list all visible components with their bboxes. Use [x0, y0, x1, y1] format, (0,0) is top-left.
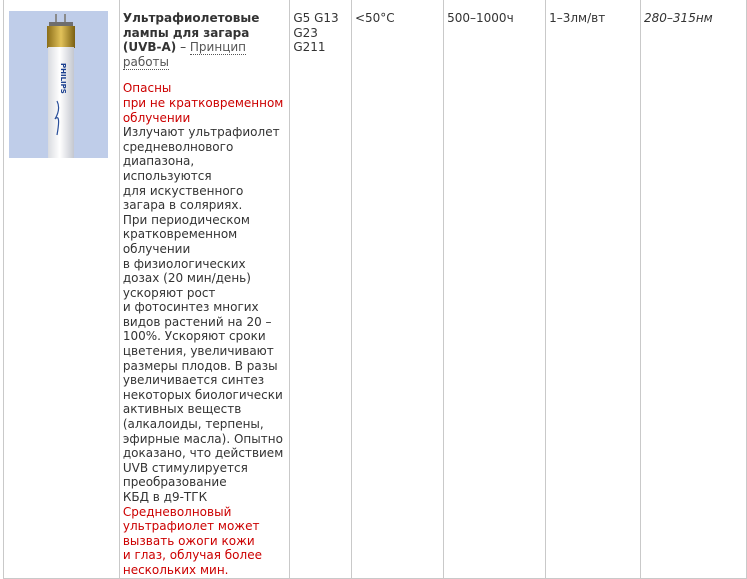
base-type: G211 — [293, 40, 326, 55]
uv-range-value: 280–315нм — [644, 11, 713, 25]
description-line: UVB стимулируется — [122, 460, 248, 475]
temperature-cell — [351, 0, 443, 578]
description-line: доказано, что действием — [122, 446, 284, 461]
table-row — [4, 0, 747, 578]
description-cell — [119, 0, 290, 578]
warning-line: Средневолновый — [122, 504, 232, 519]
description-text — [123, 125, 287, 504]
temperature-value: <50°C — [354, 11, 395, 25]
description-line: некоторых биологически — [122, 387, 283, 402]
description-line: видов растений на 20 – — [122, 314, 272, 329]
description-line: загара в соляриях. — [122, 198, 243, 213]
description-line: для искуственного — [122, 183, 244, 198]
description-line: Излучают ультрафиолет — [122, 125, 280, 140]
lamp-brand-label: PHILIPS — [59, 63, 67, 94]
description-line: цветения, увеличивают — [122, 344, 274, 359]
base-cell — [290, 0, 352, 578]
warning-line: вызвать ожоги кожи — [122, 533, 255, 548]
description-line: КБД в д9-ТГК — [122, 490, 208, 504]
principle-link[interactable]: Принцип работы — [122, 40, 247, 69]
description-line: ускоряют рост — [122, 285, 216, 300]
warning-line: ультрафиолет может — [122, 519, 260, 534]
lifetime-value: 500–1000ч — [447, 11, 514, 25]
description-line: увеличивается синтез — [122, 373, 265, 388]
description-line: При периодическом — [122, 212, 250, 227]
warning-line: нескольких мин. — [122, 562, 229, 577]
lamp-spec-table — [3, 0, 747, 579]
uv-range-cell — [641, 0, 747, 578]
description-line: (алкалоиды, терпены, — [122, 417, 264, 432]
lamp-title: Ультрафиолетовые лампы для загара (UVB-A) — [122, 11, 260, 55]
description-line: средневолнового — [122, 139, 234, 154]
base-type: G5 G13 — [293, 11, 339, 25]
efficiency-value: 1–3лм/вт — [549, 11, 606, 25]
description-line: дозах (20 мин/день) — [122, 271, 251, 286]
description-line: в физиологических — [122, 256, 246, 271]
lifetime-cell — [444, 0, 546, 578]
description-line: размеры плодов. В разы — [122, 358, 278, 373]
efficiency-cell — [546, 0, 641, 578]
description-line: и фотосинтез многих — [122, 300, 259, 315]
description-line: диапазона, — [122, 154, 195, 169]
lamp-tube-icon — [9, 11, 108, 158]
base-type: G23 — [293, 25, 318, 40]
warning-line: и глаз, облучая более — [122, 548, 262, 563]
warning-bottom — [123, 505, 287, 578]
description-line: облучении — [122, 241, 191, 256]
description-line: 100%. Ускоряют сроки — [122, 329, 266, 344]
description-line: используются — [122, 168, 212, 183]
title-dash: – — [176, 40, 190, 55]
description-line: эфирные масла). Опытно — [122, 431, 283, 446]
description-line: преобразование — [122, 475, 227, 490]
description-line: активных веществ — [122, 402, 242, 417]
warning-top: Опасны при не кратковременном облучении — [122, 81, 284, 125]
image-cell — [4, 0, 120, 578]
lamp-photo — [9, 11, 108, 158]
description-line: кратковременном — [122, 227, 238, 242]
